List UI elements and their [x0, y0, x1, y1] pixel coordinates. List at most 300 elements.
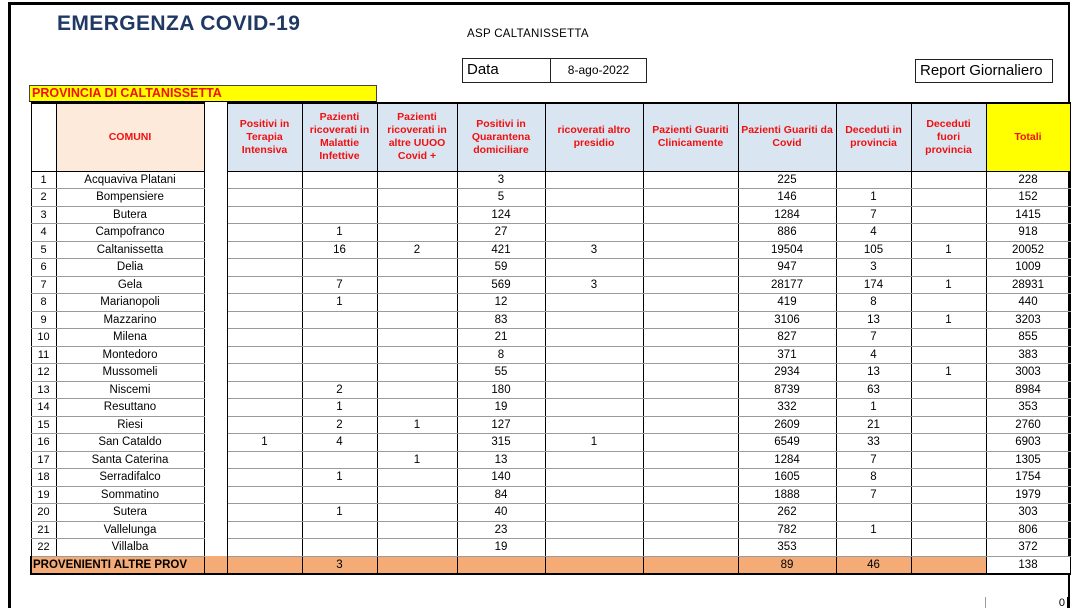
data-cell[interactable]	[836, 539, 911, 557]
data-cell[interactable]: 13	[836, 364, 911, 382]
data-cell[interactable]: 1	[302, 399, 377, 417]
row-number-cell[interactable]: 11	[31, 346, 56, 364]
data-cell[interactable]	[302, 364, 377, 382]
totale-cell[interactable]: 918	[986, 224, 1070, 242]
data-cell[interactable]	[227, 504, 302, 522]
comune-name-cell[interactable]: Sommatino	[56, 486, 204, 504]
data-cell[interactable]: 1	[836, 521, 911, 539]
totale-cell[interactable]: 1415	[986, 206, 1070, 224]
data-cell[interactable]	[227, 521, 302, 539]
data-cell[interactable]: 124	[457, 206, 545, 224]
data-cell[interactable]: 4	[836, 224, 911, 242]
row-number-cell[interactable]: 7	[31, 276, 56, 294]
comuni-column-header[interactable]: COMUNI	[56, 103, 204, 171]
data-cell[interactable]	[545, 504, 643, 522]
data-cell[interactable]: 27	[457, 224, 545, 242]
data-cell[interactable]	[643, 399, 738, 417]
data-cell[interactable]: 262	[738, 504, 836, 522]
totale-cell[interactable]: 353	[986, 399, 1070, 417]
row-number-cell[interactable]: 14	[31, 399, 56, 417]
totale-cell[interactable]: 1009	[986, 259, 1070, 277]
data-cell[interactable]	[377, 364, 457, 382]
column-header-deceduti-fuori[interactable]: Deceduti fuori provincia	[911, 103, 986, 171]
data-cell[interactable]	[227, 381, 302, 399]
comune-name-cell[interactable]: Bompensiere	[56, 189, 204, 207]
data-cell[interactable]	[545, 486, 643, 504]
data-cell[interactable]	[545, 206, 643, 224]
data-cell[interactable]: 332	[738, 399, 836, 417]
data-cell[interactable]: 1605	[738, 469, 836, 487]
comune-name-cell[interactable]: Montedoro	[56, 346, 204, 364]
totale-cell[interactable]: 806	[986, 521, 1070, 539]
data-cell[interactable]: 23	[457, 521, 545, 539]
data-cell[interactable]: 1	[302, 469, 377, 487]
totale-cell[interactable]: 152	[986, 189, 1070, 207]
data-cell[interactable]	[302, 329, 377, 347]
data-cell[interactable]	[377, 434, 457, 452]
data-cell[interactable]: 1	[911, 276, 986, 294]
data-cell[interactable]: 146	[738, 189, 836, 207]
data-cell[interactable]	[643, 346, 738, 364]
data-cell[interactable]	[227, 399, 302, 417]
data-cell[interactable]	[545, 311, 643, 329]
comune-name-cell[interactable]: Sutera	[56, 504, 204, 522]
data-cell[interactable]	[377, 521, 457, 539]
data-cell[interactable]	[911, 259, 986, 277]
data-cell[interactable]	[377, 206, 457, 224]
data-cell[interactable]	[457, 556, 545, 574]
data-cell[interactable]: 1284	[738, 451, 836, 469]
comune-name-cell[interactable]: Campofranco	[56, 224, 204, 242]
row-number-cell[interactable]: 21	[31, 521, 56, 539]
data-cell[interactable]	[545, 399, 643, 417]
spacer-cell	[204, 521, 227, 539]
data-cell[interactable]: 4	[302, 434, 377, 452]
data-cell[interactable]	[643, 521, 738, 539]
data-cell[interactable]	[911, 434, 986, 452]
row-number-cell[interactable]: 19	[31, 486, 56, 504]
comune-name-cell[interactable]: Acquaviva Platani	[56, 171, 204, 189]
data-cell[interactable]	[643, 451, 738, 469]
data-cell[interactable]: 1	[377, 416, 457, 434]
data-cell[interactable]: 8739	[738, 381, 836, 399]
data-cell[interactable]	[545, 171, 643, 189]
data-cell[interactable]: 353	[738, 539, 836, 557]
data-cell[interactable]	[302, 539, 377, 557]
comune-name-cell[interactable]: Delia	[56, 259, 204, 277]
data-cell[interactable]: 569	[457, 276, 545, 294]
row-number-cell[interactable]: 20	[31, 504, 56, 522]
data-cell[interactable]	[227, 556, 302, 574]
row-number-cell[interactable]: 3	[31, 206, 56, 224]
spacer-header	[204, 103, 227, 171]
data-cell[interactable]: 13	[836, 311, 911, 329]
table-row	[31, 241, 1070, 259]
comune-name-cell[interactable]: Resuttano	[56, 399, 204, 417]
data-cell[interactable]	[377, 171, 457, 189]
data-cell[interactable]	[643, 311, 738, 329]
data-cell[interactable]: 1888	[738, 486, 836, 504]
data-cell[interactable]: 40	[457, 504, 545, 522]
data-cell[interactable]	[545, 329, 643, 347]
totale-cell[interactable]: 2760	[986, 416, 1070, 434]
data-cell[interactable]	[227, 276, 302, 294]
data-cell[interactable]	[911, 189, 986, 207]
totale-cell[interactable]: 440	[986, 294, 1070, 312]
data-cell[interactable]: 89	[738, 556, 836, 574]
data-cell[interactable]	[377, 276, 457, 294]
data-cell[interactable]: 2609	[738, 416, 836, 434]
data-cell[interactable]	[911, 486, 986, 504]
data-cell[interactable]	[643, 241, 738, 259]
totale-cell[interactable]: 28931	[986, 276, 1070, 294]
column-header-terapia-intensiva[interactable]: Positivi in Terapia Intensiva	[227, 103, 302, 171]
data-cell[interactable]: 105	[836, 241, 911, 259]
data-cell[interactable]: 1	[911, 311, 986, 329]
data-cell[interactable]	[836, 504, 911, 522]
data-cell[interactable]	[643, 381, 738, 399]
column-header-quarantena[interactable]: Positivi in Quarantena domiciliare	[457, 103, 545, 171]
totale-cell[interactable]: 303	[986, 504, 1070, 522]
comune-name-cell[interactable]: San Cataldo	[56, 434, 204, 452]
data-cell[interactable]: 33	[836, 434, 911, 452]
data-cell[interactable]: 8	[836, 294, 911, 312]
data-cell[interactable]	[643, 434, 738, 452]
totale-cell[interactable]: 1305	[986, 451, 1070, 469]
data-cell[interactable]: 1	[911, 364, 986, 382]
data-cell[interactable]	[227, 241, 302, 259]
column-header-guariti-clinicamente[interactable]: Pazienti Guariti Clinicamente	[643, 103, 738, 171]
data-cell[interactable]: 174	[836, 276, 911, 294]
data-cell[interactable]	[227, 171, 302, 189]
data-cell[interactable]	[911, 294, 986, 312]
comune-name-cell[interactable]: Marianopoli	[56, 294, 204, 312]
data-cell[interactable]	[545, 521, 643, 539]
totale-cell[interactable]: 1754	[986, 469, 1070, 487]
data-cell[interactable]	[227, 346, 302, 364]
data-cell[interactable]: 886	[738, 224, 836, 242]
data-cell[interactable]	[377, 259, 457, 277]
data-cell[interactable]: 421	[457, 241, 545, 259]
data-cell[interactable]	[302, 189, 377, 207]
data-cell[interactable]: 827	[738, 329, 836, 347]
data-cell[interactable]: 13	[457, 451, 545, 469]
data-cell[interactable]: 8	[457, 346, 545, 364]
data-cell[interactable]	[302, 451, 377, 469]
data-cell[interactable]	[911, 521, 986, 539]
data-cell[interactable]	[377, 294, 457, 312]
data-cell[interactable]: 12	[457, 294, 545, 312]
column-header-malattie-infettive[interactable]: Pazienti ricoverati in Malattie Infettive	[302, 103, 377, 171]
data-cell[interactable]	[911, 329, 986, 347]
spacer-cell	[204, 294, 227, 312]
data-cell[interactable]	[643, 224, 738, 242]
row-number-header[interactable]	[31, 103, 56, 171]
totale-cell[interactable]: 1979	[986, 486, 1070, 504]
row-number-cell[interactable]: 9	[31, 311, 56, 329]
data-cell[interactable]	[377, 539, 457, 557]
data-cell[interactable]: 21	[836, 416, 911, 434]
data-cell[interactable]	[377, 346, 457, 364]
data-cell[interactable]	[227, 364, 302, 382]
data-cell[interactable]	[377, 399, 457, 417]
row-number-cell[interactable]: 6	[31, 259, 56, 277]
data-cell[interactable]: 1	[377, 451, 457, 469]
spacer-cell	[204, 556, 227, 574]
data-cell[interactable]	[911, 206, 986, 224]
data-cell[interactable]	[643, 171, 738, 189]
data-cell[interactable]	[227, 224, 302, 242]
comune-name-cell[interactable]: Niscemi	[56, 381, 204, 399]
data-cell[interactable]	[227, 416, 302, 434]
data-cell[interactable]	[911, 469, 986, 487]
row-number-cell[interactable]: 1	[31, 171, 56, 189]
data-cell[interactable]	[911, 171, 986, 189]
spacer-cell	[204, 416, 227, 434]
data-cell[interactable]	[545, 469, 643, 487]
data-cell[interactable]	[227, 329, 302, 347]
data-cell[interactable]: 1	[545, 434, 643, 452]
data-cell[interactable]: 7	[302, 276, 377, 294]
data-cell[interactable]: 19	[457, 399, 545, 417]
data-cell[interactable]	[302, 311, 377, 329]
data-cell[interactable]	[377, 556, 457, 574]
comune-name-cell[interactable]: Caltanissetta	[56, 241, 204, 259]
data-cell[interactable]	[643, 469, 738, 487]
data-cell[interactable]	[643, 364, 738, 382]
data-cell[interactable]	[545, 381, 643, 399]
data-cell[interactable]	[643, 259, 738, 277]
row-number-cell[interactable]: 8	[31, 294, 56, 312]
row-number-cell[interactable]: 10	[31, 329, 56, 347]
data-cell[interactable]	[911, 556, 986, 574]
row-number-cell[interactable]: 18	[31, 469, 56, 487]
comune-name-cell[interactable]: Mussomeli	[56, 364, 204, 382]
data-cell[interactable]: 947	[738, 259, 836, 277]
column-header-guariti-covid[interactable]: Pazienti Guariti da Covid	[738, 103, 836, 171]
row-number-cell[interactable]: 22	[31, 539, 56, 557]
data-cell[interactable]	[836, 171, 911, 189]
totale-cell[interactable]: 228	[986, 171, 1070, 189]
data-cell[interactable]: 19504	[738, 241, 836, 259]
data-cell[interactable]: 3	[545, 241, 643, 259]
totale-cell[interactable]: 372	[986, 539, 1070, 557]
data-cell[interactable]	[302, 346, 377, 364]
data-cell[interactable]	[227, 311, 302, 329]
data-cell[interactable]	[911, 346, 986, 364]
comune-name-cell[interactable]: Serradifalco	[56, 469, 204, 487]
row-number-cell[interactable]: 16	[31, 434, 56, 452]
data-cell[interactable]	[377, 504, 457, 522]
data-cell[interactable]	[643, 294, 738, 312]
data-cell[interactable]: 5	[457, 189, 545, 207]
data-cell[interactable]	[643, 539, 738, 557]
data-cell[interactable]	[911, 399, 986, 417]
data-cell[interactable]	[227, 206, 302, 224]
data-cell[interactable]: 3	[545, 276, 643, 294]
comune-name-cell[interactable]: Riesi	[56, 416, 204, 434]
data-cell[interactable]: 7	[836, 486, 911, 504]
data-cell[interactable]	[227, 539, 302, 557]
column-header-altro-presidio[interactable]: ricoverati altro presidio	[545, 103, 643, 171]
data-cell[interactable]	[643, 486, 738, 504]
data-cell[interactable]	[643, 276, 738, 294]
data-cell[interactable]	[377, 224, 457, 242]
data-cell[interactable]: 782	[738, 521, 836, 539]
data-cell[interactable]	[302, 486, 377, 504]
comune-name-cell[interactable]: Mazzarino	[56, 311, 204, 329]
data-cell[interactable]: 127	[457, 416, 545, 434]
data-cell[interactable]	[227, 294, 302, 312]
comune-name-cell[interactable]: Santa Caterina	[56, 451, 204, 469]
data-cell[interactable]: 16	[302, 241, 377, 259]
data-cell[interactable]: 46	[836, 556, 911, 574]
footer-label-cell[interactable]: PROVENIENTI ALTRE PROV	[31, 556, 204, 574]
data-cell[interactable]: 1	[836, 189, 911, 207]
data-cell[interactable]: 315	[457, 434, 545, 452]
row-number-cell[interactable]: 17	[31, 451, 56, 469]
data-cell[interactable]	[911, 381, 986, 399]
data-cell[interactable]	[227, 451, 302, 469]
comune-name-cell[interactable]: Butera	[56, 206, 204, 224]
data-cell[interactable]: 63	[836, 381, 911, 399]
data-cell[interactable]	[227, 189, 302, 207]
data-cell[interactable]	[377, 381, 457, 399]
data-cell[interactable]	[643, 329, 738, 347]
data-cell[interactable]	[377, 469, 457, 487]
data-cell[interactable]	[227, 486, 302, 504]
data-cell[interactable]	[227, 259, 302, 277]
data-cell[interactable]: 3	[836, 259, 911, 277]
data-cell[interactable]: 3	[457, 171, 545, 189]
data-cell[interactable]	[377, 486, 457, 504]
data-cell[interactable]: 3106	[738, 311, 836, 329]
data-cell[interactable]: 21	[457, 329, 545, 347]
data-cell[interactable]	[545, 539, 643, 557]
data-cell[interactable]: 2	[302, 416, 377, 434]
comune-name-cell[interactable]: Gela	[56, 276, 204, 294]
data-cell[interactable]	[911, 504, 986, 522]
column-header-deceduti-provincia[interactable]: Deceduti in provincia	[836, 103, 911, 171]
comune-name-cell[interactable]: Milena	[56, 329, 204, 347]
data-cell[interactable]	[545, 189, 643, 207]
data-cell[interactable]: 1	[911, 241, 986, 259]
data-cell[interactable]: 1	[302, 294, 377, 312]
data-cell[interactable]	[377, 311, 457, 329]
row-number-cell[interactable]: 2	[31, 189, 56, 207]
data-cell[interactable]: 83	[457, 311, 545, 329]
partial-cell-zero[interactable]: 0	[985, 597, 1069, 608]
data-cell[interactable]	[643, 189, 738, 207]
data-cell[interactable]: 1284	[738, 206, 836, 224]
row-number-cell[interactable]: 13	[31, 381, 56, 399]
spacer-cell	[204, 346, 227, 364]
data-cell[interactable]: 419	[738, 294, 836, 312]
row-number-cell[interactable]: 4	[31, 224, 56, 242]
totale-cell[interactable]: 3203	[986, 311, 1070, 329]
data-cell[interactable]: 2	[377, 241, 457, 259]
date-label-cell[interactable]: Data	[463, 59, 551, 82]
totale-cell[interactable]: 855	[986, 329, 1070, 347]
data-cell[interactable]	[227, 469, 302, 487]
data-cell[interactable]: 1	[227, 434, 302, 452]
data-cell[interactable]: 7	[836, 206, 911, 224]
data-cell[interactable]: 1	[302, 224, 377, 242]
data-cell[interactable]: 6549	[738, 434, 836, 452]
data-cell[interactable]	[302, 171, 377, 189]
data-cell[interactable]: 1	[302, 504, 377, 522]
data-cell[interactable]	[302, 206, 377, 224]
data-cell[interactable]	[302, 521, 377, 539]
report-type-cell[interactable]: Report Giornaliero	[915, 59, 1053, 83]
data-cell[interactable]: 84	[457, 486, 545, 504]
comune-name-cell[interactable]: Villalba	[56, 539, 204, 557]
data-cell[interactable]: 1	[836, 399, 911, 417]
column-header-totali[interactable]: Totali	[986, 103, 1070, 171]
data-cell[interactable]	[545, 224, 643, 242]
data-cell[interactable]: 2934	[738, 364, 836, 382]
data-cell[interactable]	[545, 294, 643, 312]
data-cell[interactable]: 140	[457, 469, 545, 487]
data-cell[interactable]	[545, 364, 643, 382]
totale-cell[interactable]: 3003	[986, 364, 1070, 382]
data-cell[interactable]: 225	[738, 171, 836, 189]
comune-name-cell[interactable]: Vallelunga	[56, 521, 204, 539]
data-cell[interactable]	[545, 416, 643, 434]
totale-cell[interactable]: 138	[986, 556, 1070, 574]
data-cell[interactable]: 4	[836, 346, 911, 364]
column-header-altre-uuoo[interactable]: Pazienti ricoverati in altre UUOO Covid +	[377, 103, 457, 171]
data-cell[interactable]: 19	[457, 539, 545, 557]
data-cell[interactable]: 371	[738, 346, 836, 364]
totale-cell[interactable]: 383	[986, 346, 1070, 364]
data-cell[interactable]: 3	[302, 556, 377, 574]
data-cell[interactable]	[545, 259, 643, 277]
data-cell[interactable]: 59	[457, 259, 545, 277]
row-number-cell[interactable]: 15	[31, 416, 56, 434]
data-cell[interactable]	[545, 346, 643, 364]
data-cell[interactable]	[377, 329, 457, 347]
data-cell[interactable]	[643, 416, 738, 434]
data-cell[interactable]	[643, 504, 738, 522]
data-cell[interactable]: 7	[836, 329, 911, 347]
data-cell[interactable]	[911, 539, 986, 557]
data-cell[interactable]	[643, 556, 738, 574]
row-number-cell[interactable]: 12	[31, 364, 56, 382]
data-cell[interactable]: 28177	[738, 276, 836, 294]
data-cell[interactable]: 8	[836, 469, 911, 487]
data-cell[interactable]	[545, 556, 643, 574]
data-cell[interactable]: 7	[836, 451, 911, 469]
data-cell[interactable]	[911, 416, 986, 434]
table-row	[31, 539, 1070, 557]
data-cell[interactable]	[911, 451, 986, 469]
data-cell[interactable]	[545, 451, 643, 469]
data-cell[interactable]	[911, 224, 986, 242]
data-cell[interactable]	[377, 189, 457, 207]
totale-cell[interactable]: 6903	[986, 434, 1070, 452]
data-cell[interactable]: 55	[457, 364, 545, 382]
data-cell[interactable]	[643, 206, 738, 224]
spacer-cell	[204, 224, 227, 242]
totale-cell[interactable]: 20052	[986, 241, 1070, 259]
date-value-cell[interactable]: 8-ago-2022	[567, 63, 630, 77]
data-cell[interactable]	[302, 259, 377, 277]
data-cell[interactable]: 180	[457, 381, 545, 399]
data-cell[interactable]: 2	[302, 381, 377, 399]
totale-cell[interactable]: 8984	[986, 381, 1070, 399]
row-number-cell[interactable]: 5	[31, 241, 56, 259]
